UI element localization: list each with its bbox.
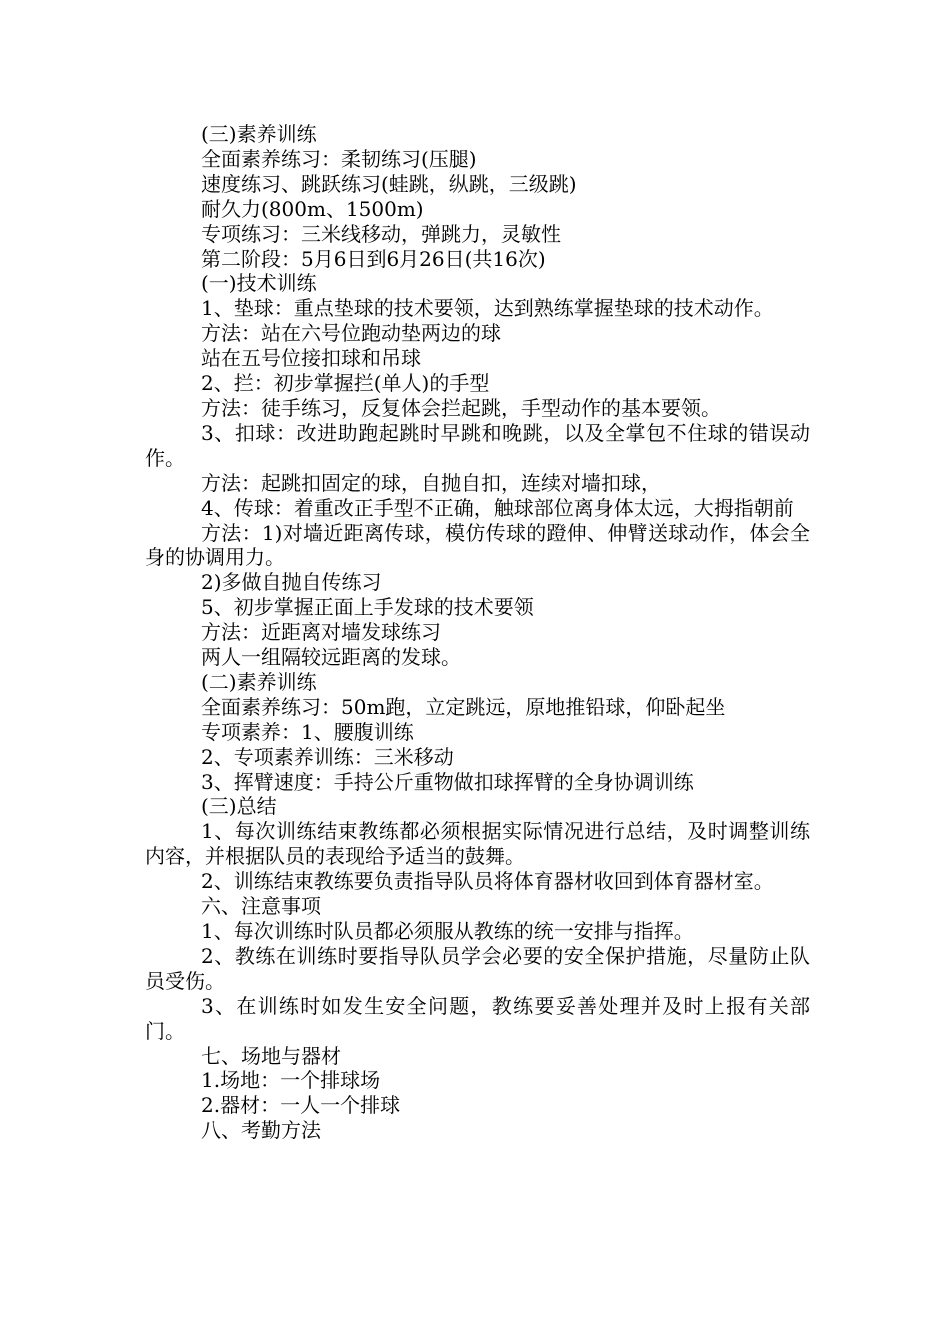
paragraph: 方法：近距离对墙发球练习 bbox=[201, 620, 441, 645]
document-body bbox=[145, 122, 810, 1143]
paragraph: 2、拦：初步掌握拦(单人)的手型 bbox=[201, 371, 490, 396]
paragraph: 2、专项素养训练：三米移动 bbox=[201, 744, 454, 769]
section-heading: 七、场地与器材 bbox=[201, 1043, 341, 1068]
paragraph: 全面素养练习：柔韧练习(压腿) bbox=[201, 146, 477, 171]
paragraph: 全面素养练习：50m跑，立定跳远，原地推铅球，仰卧起坐 bbox=[201, 694, 726, 719]
paragraph: 1、垫球：重点垫球的技术要领，达到熟练掌握垫球的技术动作。 bbox=[201, 296, 774, 321]
paragraph: 方法：1)对墙近距离传球，模仿传球的蹬伸、伸臂送球动作，体会全身的协调用力。 bbox=[145, 520, 810, 570]
section-heading: (三)总结 bbox=[201, 794, 277, 819]
paragraph: 方法：起跳扣固定的球，自抛自扣，连续对墙扣球， bbox=[201, 470, 661, 495]
section-heading: 六、注意事项 bbox=[201, 894, 321, 919]
paragraph: 2.器材：一人一个排球 bbox=[201, 1093, 401, 1118]
paragraph: 专项素养：1、腰腹训练 bbox=[201, 719, 414, 744]
section-heading: (一)技术训练 bbox=[201, 271, 317, 296]
paragraph: 1、每次训练结束教练都必须根据实际情况进行总结，及时调整训练内容，并根据队员的表现给予适当的鼓舞。 bbox=[145, 819, 810, 869]
paragraph: 1.场地：一个排球场 bbox=[201, 1068, 381, 1093]
section-heading: (三)素养训练 bbox=[201, 122, 317, 146]
paragraph: 速度练习、跳跃练习(蛙跳，纵跳，三级跳) bbox=[201, 171, 577, 196]
paragraph: 3、挥臂速度：手持公斤重物做扣球挥臂的全身协调训练 bbox=[201, 769, 694, 794]
paragraph: 3、扣球：改进助跑起跳时早跳和晚跳，以及全掌包不住球的错误动作。 bbox=[145, 420, 810, 470]
paragraph: 3、在训练时如发生安全问题，教练要妥善处理并及时上报有关部门。 bbox=[145, 993, 810, 1043]
section-heading: 八、考勤方法 bbox=[201, 1118, 321, 1143]
paragraph: 2、教练在训练时要指导队员学会必要的安全保护措施，尽量防止队员受伤。 bbox=[145, 943, 810, 993]
section-heading: (二)素养训练 bbox=[201, 669, 317, 694]
paragraph: 5、初步掌握正面上手发球的技术要领 bbox=[201, 595, 534, 620]
paragraph: 第二阶段：5月6日到6月26日(共16次) bbox=[201, 246, 546, 271]
paragraph: 2、训练结束教练要负责指导队员将体育器材收回到体育器材室。 bbox=[201, 869, 774, 894]
paragraph: 站在五号位接扣球和吊球 bbox=[201, 346, 421, 371]
paragraph: 4、传球：着重改正手型不正确，触球部位离身体太远，大拇指朝前 bbox=[201, 495, 794, 520]
paragraph: 1、每次训练时队员都必须服从教练的统一安排与指挥。 bbox=[201, 919, 694, 943]
paragraph: 2)多做自抛自传练习 bbox=[201, 570, 382, 595]
paragraph: 耐久力(800m、1500m) bbox=[201, 196, 424, 221]
paragraph: 两人一组隔较远距离的发球。 bbox=[201, 645, 461, 670]
paragraph: 专项练习：三米线移动，弹跳力，灵敏性 bbox=[201, 221, 561, 246]
paragraph: 方法：徒手练习，反复体会拦起跳，手型动作的基本要领。 bbox=[201, 395, 721, 420]
paragraph: 方法：站在六号位跑动垫两边的球 bbox=[201, 321, 501, 346]
